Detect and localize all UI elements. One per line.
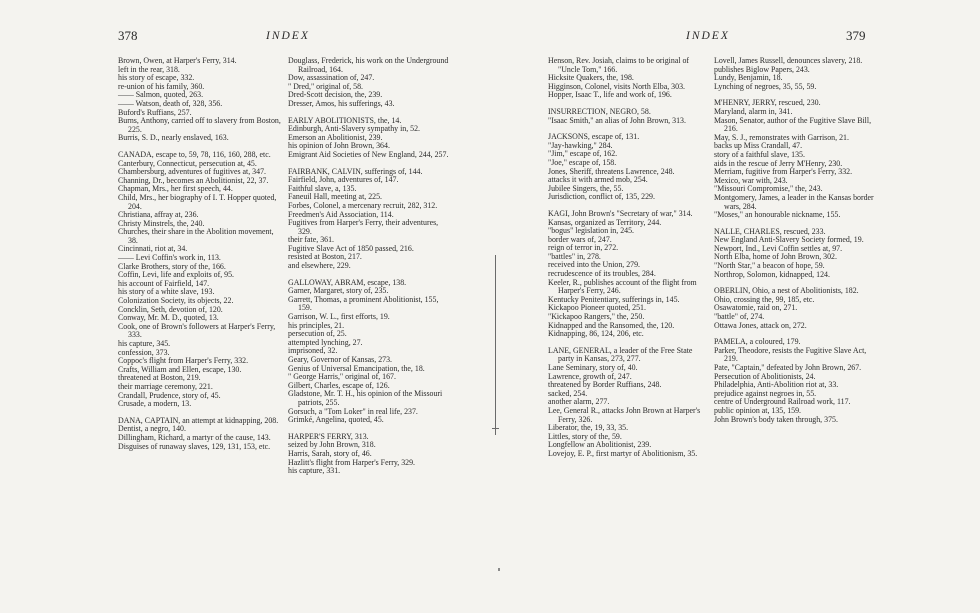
index-entry: Crafts, William and Ellen, escape, 130. — [118, 364, 242, 374]
index-entry: Lynching of negroes, 35, 55, 59. — [714, 81, 817, 91]
index-entry: North Elba, home of John Brown, 302. — [714, 252, 837, 262]
index-entry: Garrison, W. L., first efforts, 19. — [288, 312, 390, 322]
index-entry: Douglass, Frederick, his work on the Underground Railroad, 164. — [288, 56, 449, 74]
index-entry: backs up Miss Crandall, 47. — [714, 141, 803, 151]
index-entry: M'HENRY, JERRY, rescued, 230. — [714, 98, 821, 108]
index-entry: "Isaac Smith," an alias of John Brown, 313. — [548, 115, 686, 125]
index-entry: Chambersburg, adventures of fugitives at, 347. — [118, 167, 266, 177]
index-entry: prejudice against negroes in, 55. — [714, 388, 817, 398]
index-entry: his account of Fairfield, 147. — [118, 278, 210, 288]
index-entry: border wars of, 247. — [548, 234, 612, 244]
index-entry: Canterbury, Connecticut, persecution at, 45. — [118, 158, 257, 168]
index-entry: Liberator, the, 19, 33, 35. — [548, 423, 629, 433]
index-entry: EARLY ABOLITIONISTS, the, 14. — [288, 115, 402, 125]
index-entry: May, S. J., remonstrates with Garrison, 21. — [714, 132, 849, 142]
index-entry: Genius of Universal Emancipation, the, 18. — [288, 363, 425, 373]
index-entry: Mason, Senator, author of the Fugitive Slave Bill, 216. — [714, 115, 872, 134]
page-number-right: 379 — [846, 28, 866, 43]
index-entry: seized by John Brown, 318. — [288, 440, 376, 450]
index-entry: his story of escape, 332. — [118, 73, 195, 83]
index-entry: his principles, 21. — [288, 320, 345, 330]
index-entry: Kentucky Penitentiary, sufferings in, 145. — [548, 294, 680, 304]
index-entry: Ohio, crossing the, 99, 185, etc. — [714, 294, 815, 304]
index-entry: Concklin, Seth, devotion of, 120. — [118, 304, 223, 314]
index-entry: Kidnapped and the Ransomed, the, 120. — [548, 320, 675, 330]
index-entry: " George Harris," original of, 167. — [288, 372, 396, 382]
index-entry: Henson, Rev. Josiah, claims to be original of "Uncle Tom," 166. — [548, 56, 690, 74]
index-entry: Churches, their share in the Abolition movement, 38. — [118, 227, 274, 245]
index-entry: INSURRECTION, NEGRO, 58. — [548, 106, 651, 116]
index-entry: his capture, 345. — [118, 339, 171, 348]
index-entry: aids in the rescue of Jerry M'Henry, 230. — [714, 158, 843, 168]
index-entry: HARPER'S FERRY, 313. — [288, 431, 369, 441]
index-entry: John Brown's body taken through, 375. — [714, 414, 838, 424]
index-entry: Brown, Owen, at Harper's Ferry, 314. — [118, 56, 237, 65]
index-entry: Lee, General R., attacks John Brown at Harper's Ferry, 326. — [548, 405, 701, 424]
index-entry: "Moses," an honourable nickname, 155. — [714, 210, 841, 220]
index-entry: Ottawa Jones, attack on, 272. — [714, 320, 807, 330]
index-entry: " Dred," original of, 58. — [288, 81, 364, 91]
index-entry: "battles" in, 278. — [548, 251, 601, 261]
index-entry: received into the Union, 279. — [548, 260, 641, 270]
index-entry: Keeler, R., publishes account of the flight from Harper's Ferry, 246. — [548, 277, 697, 296]
index-entry: Child, Mrs., her biography of I. T. Hopper quoted, 204. — [118, 192, 277, 211]
index-entry: Mexico, war with, 243. — [714, 175, 788, 185]
index-column — [288, 57, 451, 476]
index-entry: CANADA, escape to, 59, 78, 116, 160, 288, etc. — [118, 149, 271, 159]
index-entry: Emerson an Abolitionist, 239. — [288, 132, 383, 142]
index-entry: Fugitive Slave Act of 1850 passed, 216. — [288, 243, 414, 253]
index-entry: Dow, assassination of, 247. — [288, 73, 375, 83]
index-entry: Littles, story of the, 59. — [548, 431, 622, 441]
index-entry: Persecution of Abolitionists, 24. — [714, 371, 816, 381]
index-entry: Osawatomie, raid on, 271. — [714, 303, 798, 313]
index-entry: Jones, Sheriff, threatens Lawrence, 248. — [548, 166, 675, 176]
index-entry: Dresser, Amos, his sufferings, 43. — [288, 98, 395, 108]
index-entry: Longfellow an Abolitionist, 239. — [548, 440, 652, 450]
index-entry: Christiana, affray at, 236. — [118, 210, 199, 220]
index-entry: New England Anti-Slavery Society formed, 19. — [714, 235, 864, 245]
index-entry: Lovejoy, E. P., first martyr of Abolitionism, 35. — [548, 448, 698, 458]
index-entry: Parker, Theodore, resists the Fugitive Slave Act, 219. — [714, 345, 867, 364]
index-entry: another alarm, 277. — [548, 397, 610, 407]
index-entry: FAIRBANK, CALVIN, sufferings of, 144. — [288, 166, 423, 176]
index-entry: Freedmen's Aid Association, 114. — [288, 209, 394, 219]
index-entry: resisted at Boston, 217. — [288, 252, 362, 262]
index-entry: Gilbert, Charles, escape of, 126. — [288, 380, 390, 390]
index-entry: Christy Minstrels, the, 240. — [118, 218, 205, 228]
index-entry: PAMELA, a coloured, 179. — [714, 337, 801, 347]
index-entry: Newport, Ind., Levi Coffin settles at, 97. — [714, 243, 843, 253]
index-entry: "Jay-hawking," 284. — [548, 140, 613, 150]
index-entry: centre of Underground Railroad work, 117. — [714, 397, 851, 407]
index-entry: attacks it with armed mob, 254. — [548, 175, 648, 185]
index-entry: Geary, Governor of Kansas, 273. — [288, 355, 393, 364]
index-entry: Fairfield, John, adventures of, 147. — [288, 175, 399, 185]
index-entry: Dentist, a negro, 140. — [118, 424, 186, 434]
index-entry: —— Salmon, quoted, 263. — [118, 90, 204, 100]
index-entry: imprisoned, 32. — [288, 346, 338, 356]
index-entry: and elsewhere, 229. — [288, 261, 351, 271]
index-entry: Lovell, James Russell, denounces slavery, 218. — [714, 56, 863, 65]
index-entry: LANE, GENERAL, a leader of the Free State party in Kansas, 273, 277. — [548, 345, 693, 364]
index-entry: Lundy, Benjamin, 18. — [714, 73, 783, 83]
index-entry: Kidnapping, 86, 124, 206, etc. — [548, 329, 644, 339]
index-entry: Crandall, Prudence, story of, 45. — [118, 390, 221, 400]
index-entry: Garrett, Thomas, a prominent Abolitionist, 155, 159. — [288, 294, 439, 313]
index-entry: OBERLIN, Ohio, a nest of Abolitionists, 182. — [714, 286, 859, 296]
index-entry: Cincinnati, riot at, 34. — [118, 244, 188, 254]
index-entry: Burns, Anthony, carried off to slavery from Boston, 225. — [118, 116, 281, 134]
index-entry: threatened at Boston, 219. — [118, 373, 201, 383]
index-entry: Gladstone, Mr. T. H., his opinion of the Missouri patriots, 255. — [288, 389, 443, 407]
index-entry: "bogus" legislation in, 245. — [548, 226, 635, 236]
index-entry: "battle" of, 274. — [714, 312, 765, 322]
index-entry: Gorsuch, a "Tom Loker" in real life, 237. — [288, 406, 418, 416]
index-entry: —— Watson, death of, 328, 356. — [118, 98, 223, 108]
index-entry: Buford's Ruffians, 257. — [118, 107, 192, 117]
index-entry: threatened by Border Ruffians, 248. — [548, 380, 662, 390]
index-entry: Jubilee Singers, the, 55. — [548, 183, 624, 193]
index-entry: Clarke Brothers, story of the, 166. — [118, 261, 226, 271]
index-entry: "North Star," a beacon of hope, 59. — [714, 261, 825, 271]
index-entry: Dillingham, Richard, a martyr of the cause, 143. — [118, 432, 271, 442]
index-entry: Kansas, organized as Territory, 244. — [548, 217, 662, 227]
index-entry: their marriage ceremony, 221. — [118, 381, 213, 391]
index-entry: Hazlitt's flight from Harper's Ferry, 329. — [288, 457, 416, 467]
index-entry: Chapman, Mrs., her first speech, 44. — [118, 184, 233, 194]
index-entry: "Kickapoo Rangers," the, 250. — [548, 312, 645, 322]
index-entry: recrudescence of its troubles, 284. — [548, 269, 656, 279]
index-column — [548, 57, 708, 459]
index-entry: Conway, Mr. M. D., quoted, 13. — [118, 313, 219, 323]
index-entry: Harris, Sarah, story of, 46. — [288, 448, 372, 458]
index-entry: Crusade, a modern, 13. — [118, 399, 192, 409]
index-entry: Dred-Scott decision, the, 239. — [288, 90, 383, 100]
index-entry: re-union of his family, 360. — [118, 81, 205, 91]
index-entry: Faithful slave, a, 135. — [288, 183, 357, 193]
index-entry: Merriam, fugitive from Harper's Ferry, 332. — [714, 167, 853, 177]
index-entry: "Joe," escape of, 158. — [548, 157, 617, 167]
index-entry: Emigrant Aid Societies of New England, 244, 257. — [288, 149, 449, 159]
index-entry: reign of terror in, 272. — [548, 243, 619, 253]
right-page — [490, 0, 980, 613]
index-entry: Lane Seminary, story of, 40. — [548, 363, 638, 372]
index-entry: JACKSONS, escape of, 131. — [548, 132, 640, 142]
index-entry: Burris, S. D., nearly enslaved, 163. — [118, 133, 229, 143]
index-entry: "Missouri Compromise," the, 243. — [714, 184, 823, 194]
index-entry: Jurisdiction, conflict of, 135, 229. — [548, 192, 655, 202]
index-entry: DANA, CAPTAIN, an attempt at kidnapping, 208. — [118, 415, 279, 425]
index-entry: Lawrence, growth of, 247. — [548, 371, 632, 381]
index-entry: Higginson, Colonel, visits North Elba, 303. — [548, 81, 685, 91]
index-entry: Montgomery, James, a leader in the Kansas border wars, 284. — [714, 192, 874, 211]
index-entry: his capture, 331. — [288, 466, 341, 476]
page-number-left: 378 — [118, 28, 138, 43]
index-entry: confession, 373. — [118, 347, 170, 357]
index-entry: Faneuil Hall, meeting at, 225. — [288, 192, 383, 202]
index-entry: Pate, "Captain," defeated by John Brown, 267. — [714, 363, 862, 372]
index-entry: his story of a white slave, 193. — [118, 287, 215, 297]
index-column — [714, 57, 874, 424]
index-column — [118, 57, 281, 451]
index-entry: sacked, 254. — [548, 388, 588, 398]
index-entry: Edinburgh, Anti-Slavery sympathy in, 52. — [288, 124, 421, 134]
index-entry: —— Levi Coffin's work in, 113. — [118, 253, 221, 263]
index-entry: Coffin, Levi, life and exploits of, 95. — [118, 270, 235, 280]
index-entry: KAGI, John Brown's "Secretary of war," 314. — [548, 208, 693, 218]
index-entry: their fate, 361. — [288, 235, 335, 245]
index-entry: publishes Biglow Papers, 243. — [714, 64, 810, 74]
index-entry: NALLE, CHARLES, rescued, 233. — [714, 226, 826, 236]
index-entry: Disguises of runaway slaves, 129, 131, 153, etc. — [118, 441, 271, 451]
index-entry: Forbes, Colonel, a mercenary recruit, 282, 312. — [288, 200, 438, 210]
index-entry: Coppoc's flight from Harper's Ferry, 332. — [118, 356, 249, 366]
index-entry: persecution of, 25. — [288, 329, 347, 339]
index-entry: left in the rear, 318. — [118, 64, 180, 74]
running-header-right: INDEX — [686, 30, 730, 42]
index-entry: Northrop, Solomon, kidnapped, 124. — [714, 269, 830, 279]
index-entry: story of a faithful slave, 135. — [714, 149, 805, 159]
index-entry: public opinion at, 135, 159. — [714, 405, 802, 415]
index-entry: his opinion of John Brown, 364. — [288, 141, 390, 151]
index-entry: Maryland, alarm in, 341. — [714, 106, 793, 116]
index-entry: Cook, one of Brown's followers at Harper's Ferry, 333. — [118, 321, 276, 340]
running-header-left: INDEX — [266, 30, 310, 42]
index-entry: Garner, Margaret, story of, 235. — [288, 286, 389, 296]
index-entry: Grimké, Angelina, quoted, 45. — [288, 415, 384, 425]
index-entry: Hopper, Isaac T., life and work of, 196. — [548, 90, 672, 100]
index-entry: Fugitives from Harper's Ferry, their adventures, 329. — [288, 218, 439, 236]
index-entry: Kickapoo Pioneer quoted, 251. — [548, 303, 646, 313]
index-entry: "Jim," escape of, 162. — [548, 149, 618, 159]
index-entry: attempted lynching, 27. — [288, 337, 363, 347]
index-entry: GALLOWAY, ABRAM, escape, 138. — [288, 277, 407, 287]
index-entry: Colonization Society, its objects, 22. — [118, 296, 234, 306]
index-entry: Philadelphia, Anti-Abolition riot at, 33. — [714, 380, 839, 390]
index-entry: Hicksite Quakers, the, 198. — [548, 73, 634, 83]
index-entry: Channing, Dr., becomes an Abolitionist, 22, 37. — [118, 175, 269, 185]
